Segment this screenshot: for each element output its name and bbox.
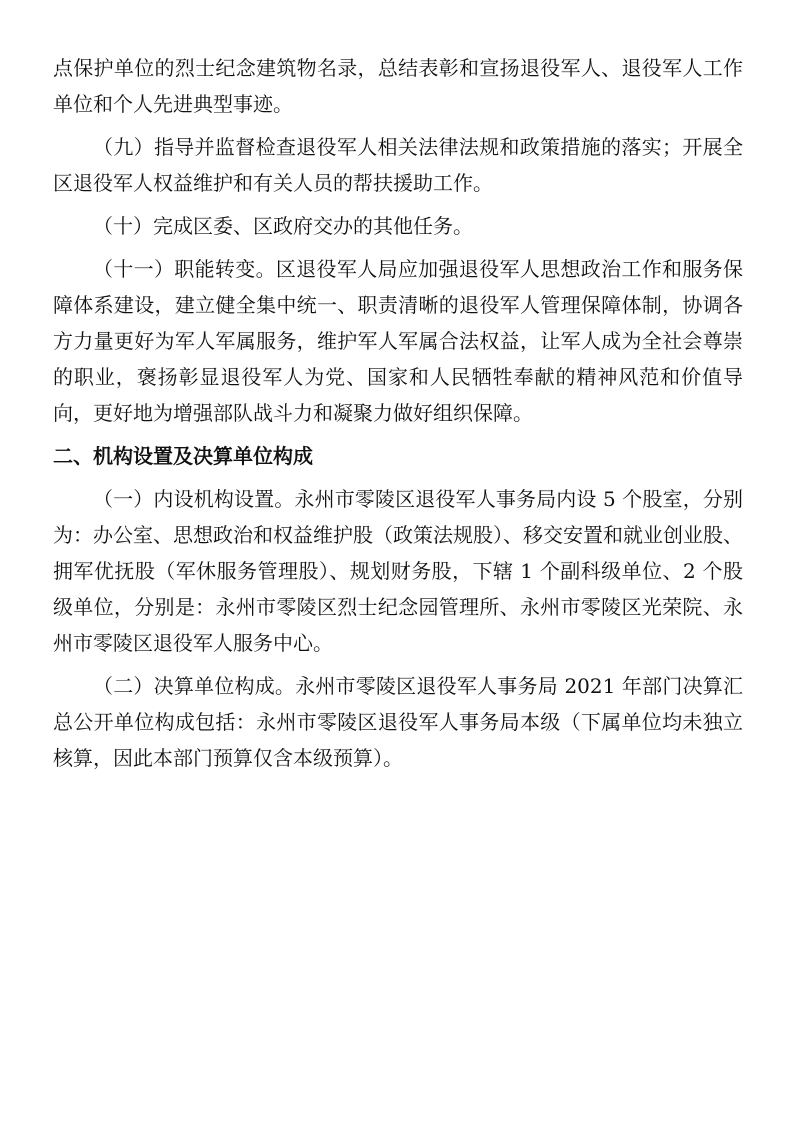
section-heading: 二、机构设置及决算单位构成 [53,444,313,468]
paragraph-internal-structure: （一）内设机构设置。永州市零陵区退役军人事务局内设 5 个股室，分别为：办公室、思想政治和权益维护股（政策法规股）、移交安置和就业创业股、拥军优抚股（军休服务管理股）、规划财务股，下辖 1 个副科级单位、2 个股级单位，分别是：永州市零陵区烈士纪念园管理所、永州市零陵区光荣院、永州市零陵区退役军人服务中心。 [53,487,743,655]
paragraph-item-10: （十）完成区委、区政府交办的其他任务。 [93,214,473,238]
paragraph-accounting-units: （二）决算单位构成。永州市零陵区退役军人事务局 2021 年部门决算汇总公开单位构成包括：永州市零陵区退役军人事务局本级（下属单位均未独立核算，因此本部门预算仅含本级预算）。 [53,674,743,770]
paragraph-continuation: 点保护单位的烈士纪念建筑物名录，总结表彰和宣扬退役军人、退役军人工作单位和个人先进典型事迹。 [53,56,743,116]
paragraph-item-9: （九）指导并监督检查退役军人相关法律法规和政策措施的落实；开展全区退役军人权益维护和有关人员的帮扶援助工作。 [53,135,743,195]
document-page [53,50,743,783]
paragraph-item-11: （十一）职能转变。区退役军人局应加强退役军人思想政治工作和服务保障体系建设，建立健全集中统一、职责清晰的退役军人管理保障体制，协调各方力量更好为军人军属服务，维护军人军属合法权益，让军人成为全社会尊崇的职业，褒扬彰显退役军人为党、国家和人民牺牲奉献的精神风范和价值导向，更好地为增强部队战斗力和凝聚力做好组织保障。 [53,257,743,425]
